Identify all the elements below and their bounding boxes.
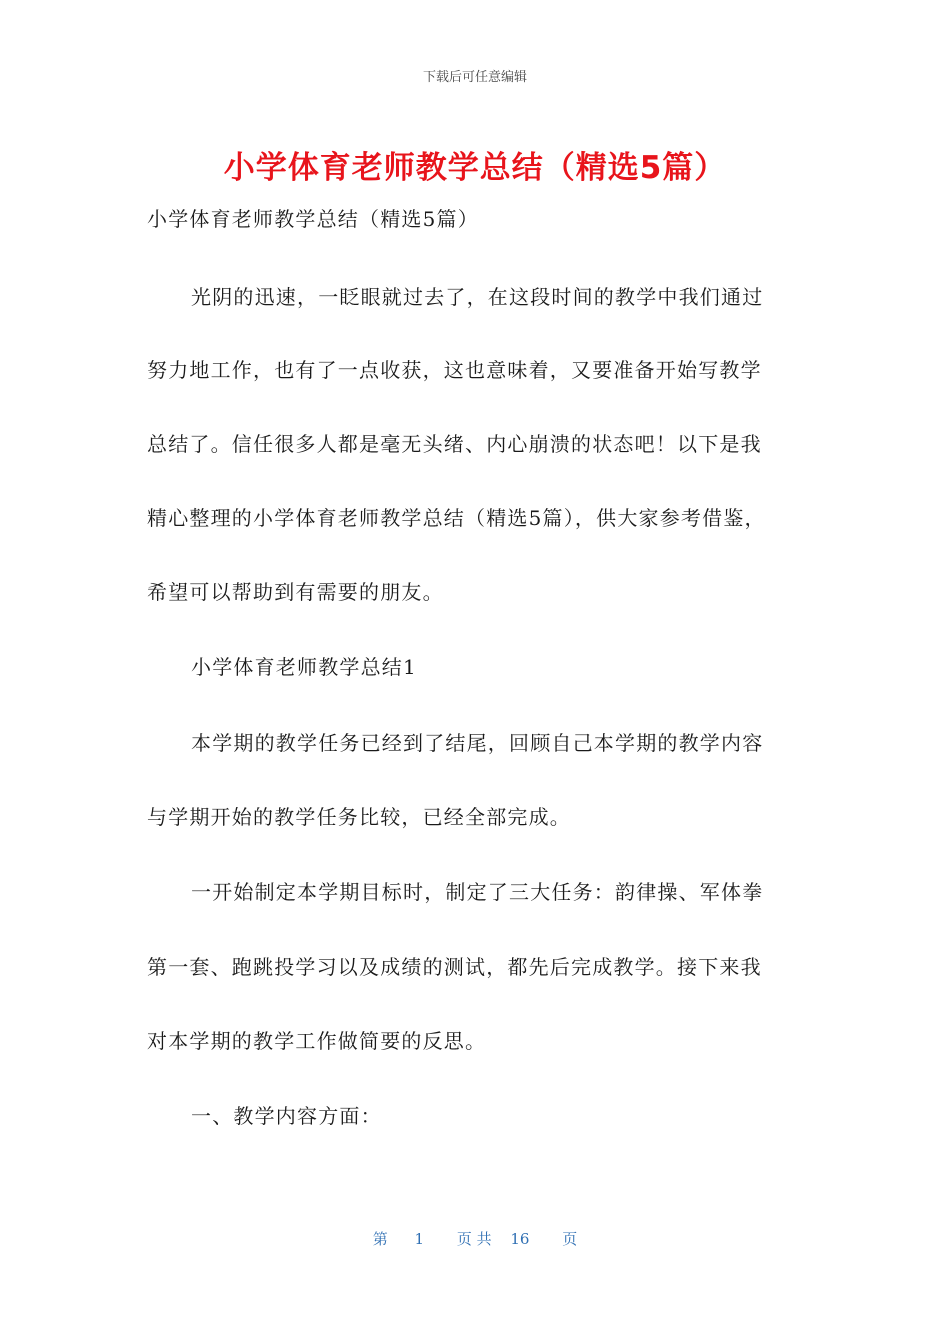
footer-page-number: 1 (414, 1230, 425, 1248)
paragraph-line: 与学期开始的教学任务比较，已经全部完成。 (147, 805, 571, 829)
subsection-heading: 一、教学内容方面： (191, 1104, 382, 1128)
paragraph-line: 一开始制定本学期目标时，制定了三大任务：韵律操、军体拳 (191, 880, 764, 904)
paragraph-line: 本学期的教学任务已经到了结尾，回顾自己本学期的教学内容 (191, 731, 764, 755)
paragraph-line: 第一套、跑跳投学习以及成绩的测试，都先后完成教学。接下来我 (147, 955, 762, 979)
page-header: 下载后可任意编辑 (422, 70, 527, 85)
footer-suffix: 页 (562, 1230, 578, 1248)
section-heading: 小学体育老师教学总结1 (191, 655, 417, 679)
document-title: 小学体育老师教学总结（精选5篇） (223, 150, 727, 186)
paragraph-line: 希望可以帮助到有需要的朋友。 (147, 580, 444, 604)
paragraph-line: 光阴的迅速，一眨眼就过去了，在这段时间的教学中我们通过 (191, 285, 764, 309)
footer-total-pages: 16 (510, 1230, 530, 1248)
paragraph-line: 对本学期的教学工作做简要的反思。 (147, 1029, 487, 1053)
paragraph-line: 精心整理的小学体育老师教学总结（精选5篇），供大家参考借鉴， (147, 506, 766, 530)
paragraph-line: 努力地工作，也有了一点收获，这也意味着，又要准备开始写教学 (147, 358, 762, 382)
footer-middle: 页 共 (456, 1230, 492, 1248)
page-footer (0, 1228, 950, 1249)
subtitle-line: 小学体育老师教学总结（精选5篇） (147, 207, 479, 231)
footer-prefix: 第 (372, 1230, 388, 1248)
paragraph-line: 总结了。信任很多人都是毫无头绪、内心崩溃的状态吧！以下是我 (147, 432, 762, 456)
